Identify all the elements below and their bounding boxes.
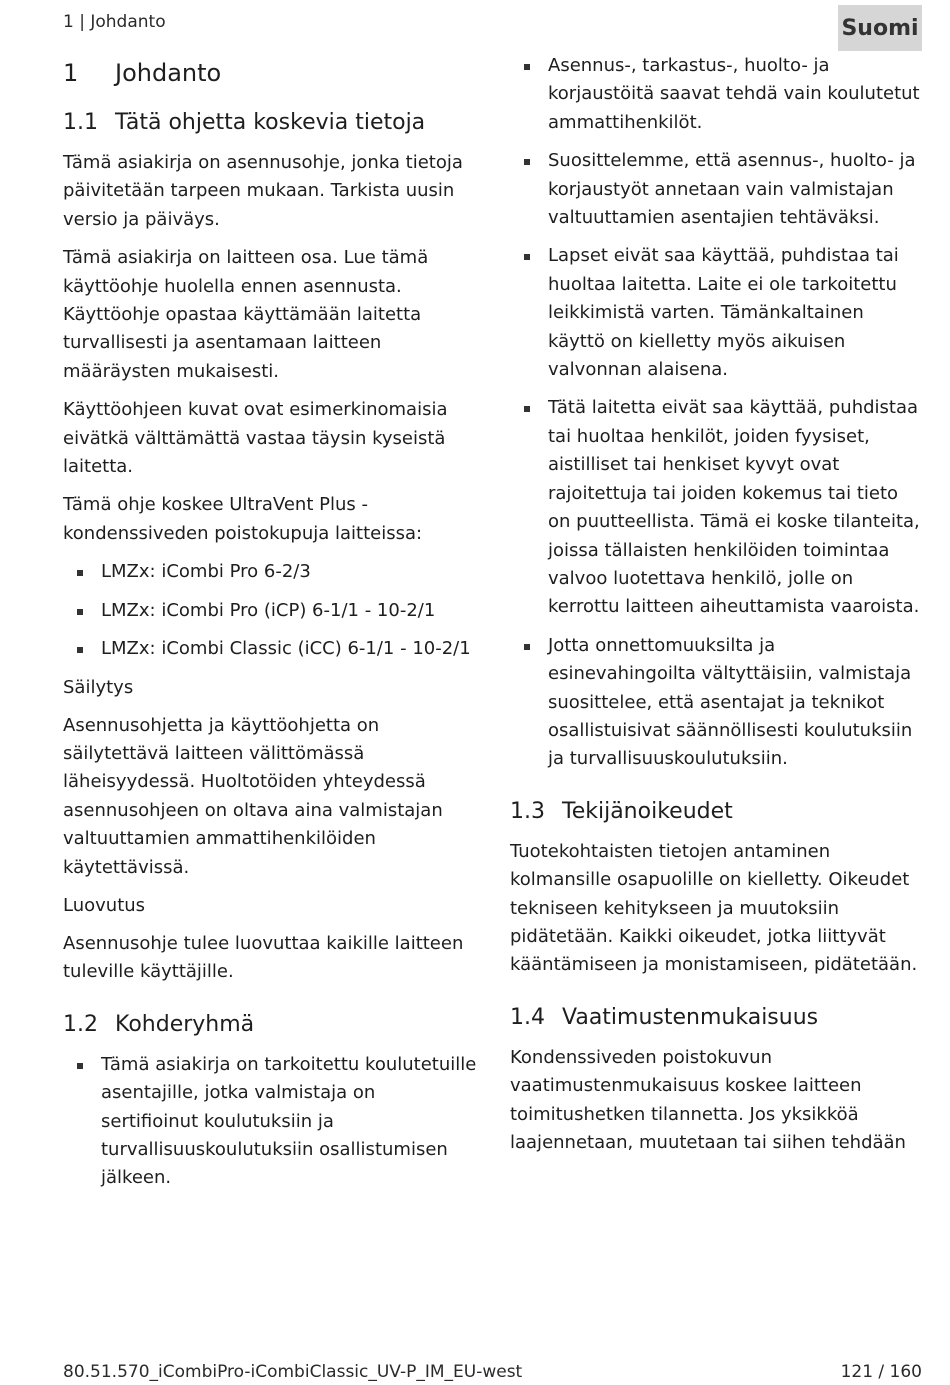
list-item: Tätä laitetta eivät saa käyttää, puhdistaa tai huoltaa henkilöt, joiden fyysiset, aistilliset tai henkiset kyvyt ovat rajoitettuja tai joiden kokemus tai tieto on puutteellista. Tämä ei koske tilanteita, joissa tällaisten henkilöiden toimintaa valvoo luotettava henkilö, jolle on kerrottu laitteen aiheuttamista vaaroista. xyxy=(510,394,925,621)
section-heading-1-2 xyxy=(63,1009,478,1041)
section-heading-1-4 xyxy=(510,1002,925,1034)
bullet-icon xyxy=(524,644,530,650)
target-group-list xyxy=(63,1051,478,1193)
section-number: 1.1 xyxy=(63,110,98,135)
list-item: Tämä asiakirja on tarkoitettu koulutetuille asentajille, jotka valmistaja on sertifioinut koulutuksiin ja turvallisuuskoulutuksiin osallistumisen jälkeen. xyxy=(63,1051,478,1193)
paragraph: Asennusohjetta ja käyttöohjetta on säilytettävä laitteen välittömässä läheisyydessä. Huoltotöiden yhteydessä asennusohjeen on oltava aina valmistajan valtuuttamien ammattihenkilöiden käytettävissä. xyxy=(63,714,443,878)
storage-heading: Säilytys xyxy=(63,676,134,698)
left-column xyxy=(63,55,478,1203)
section-heading-1-3 xyxy=(510,796,925,828)
section-heading-1-1 xyxy=(63,107,478,139)
paragraph: Käyttöohjeen kuvat ovat esimerkinomaisia eivätkä välttämättä vastaa täysin kyseistä laitetta. xyxy=(63,399,448,478)
section-number: 1.2 xyxy=(63,1011,98,1037)
section-number: 1.4 xyxy=(510,1004,545,1030)
running-header: 1 | Johdanto xyxy=(63,12,166,32)
bullet-icon xyxy=(77,609,83,615)
model-list xyxy=(63,558,478,663)
page-number: 121 / 160 xyxy=(840,1362,922,1382)
list-item: Lapset eivät saa käyttää, puhdistaa tai huoltaa laitetta. Laite ei ole tarkoitettu leikkimistä varten. Tämänkaltainen käyttö on kielletty myös aikuisen valvonnan alaisena. xyxy=(510,242,925,384)
target-group-list-continued xyxy=(510,52,925,774)
section-title: Tätä ohjetta koskevia tietoja xyxy=(115,110,426,135)
bullet-icon xyxy=(77,1063,83,1069)
bullet-icon xyxy=(524,254,530,260)
document-id: 80.51.570_iCombiPro-iCombiClassic_UV-P_IM_EU-west xyxy=(63,1362,523,1382)
bullet-icon xyxy=(77,647,83,653)
paragraph: Tämä asiakirja on asennusohje, jonka tietoja päivitetään tarpeen mukaan. Tarkista uusin versio ja päiväys. xyxy=(63,152,463,230)
paragraph: Kondenssiveden poistokuvun vaatimustenmukaisuus koskee laitteen toimitushetken tilannetta. Jos yksikköä laajennetaan, muutetaan tai siihen tehdään xyxy=(510,1046,906,1153)
section-title: Vaatimustenmukaisuus xyxy=(562,1004,819,1030)
paragraph: Asennusohje tulee luovuttaa kaikille laitteen tuleville käyttäjille. xyxy=(63,932,464,983)
paragraph: Tämä asiakirja on laitteen osa. Lue tämä käyttöohje huolella ennen asennusta. Käyttöohje opastaa käyttämään laitetta turvallisesti ja asentamaan laitteen määräysten mukaisesti. xyxy=(63,247,429,382)
bullet-icon xyxy=(77,570,83,576)
section-number: 1.3 xyxy=(510,798,545,824)
section-title: Tekijänoikeudet xyxy=(562,798,733,824)
section-title: Kohderyhmä xyxy=(115,1011,255,1037)
chapter-number: 1 xyxy=(63,59,79,87)
list-item: Jotta onnettomuuksilta ja esinevahingoilta vältyttäisiin, valmistaja suosittelee, että asentajat ja teknikot osallistuisivat säännöllisesti koulutuksiin ja turvallisuuskoulutuksiin. xyxy=(510,632,925,774)
bullet-icon xyxy=(524,406,530,412)
right-column xyxy=(510,52,925,1167)
list-item: Asennus-, tarkastus-, huolto- ja korjaustöitä saavat tehdä vain koulutetut ammattihenkilöt. xyxy=(510,52,925,137)
list-item: LMZx: iCombi Classic (iCC) 6-1/1 - 10-2/1 xyxy=(63,635,478,663)
paragraph: Tämä ohje koskee UltraVent Plus -kondenssiveden poistokupuja laitteissa: xyxy=(63,494,423,544)
handover-heading: Luovutus xyxy=(63,894,146,916)
paragraph: Tuotekohtaisten tietojen antaminen kolmansille osapuolille on kielletty. Oikeudet tekniseen kehitykseen ja muutoksiin pidätetään. Kaikki oikeudet, jotka liittyvät kääntämiseen ja monistamiseen, pidätetään. xyxy=(510,840,918,976)
list-item: LMZx: iCombi Pro (iCP) 6-1/1 - 10-2/1 xyxy=(63,597,478,625)
chapter-heading xyxy=(63,55,478,91)
list-item: LMZx: iCombi Pro 6-2/3 xyxy=(63,558,478,586)
bullet-icon xyxy=(524,64,530,70)
chapter-title: Johdanto xyxy=(115,59,222,87)
bullet-icon xyxy=(524,159,530,165)
language-badge: Suomi xyxy=(838,5,922,51)
list-item: Suosittelemme, että asennus-, huolto- ja korjaustyöt annetaan vain valmistajan valtuuttamien asentajien tehtäväksi. xyxy=(510,147,925,232)
